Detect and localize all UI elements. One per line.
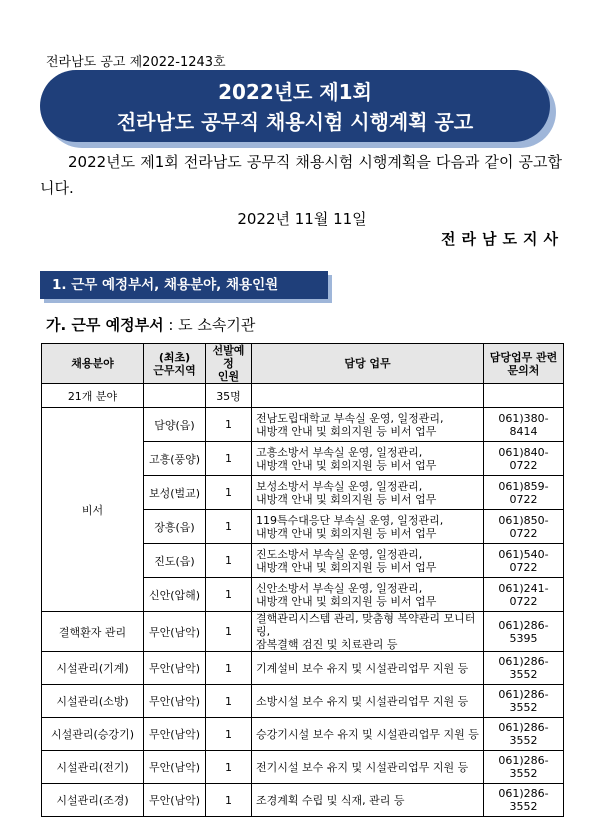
contact-cell: 061)850-0722 <box>484 510 564 544</box>
duty-cell: 전기시설 보수 유지 및 시설관리업무 지원 등 <box>252 751 484 784</box>
contact-cell: 061)241-0722 <box>484 578 564 612</box>
field-cell: 비서 <box>42 408 144 612</box>
table-row <box>42 685 564 718</box>
count-cell: 1 <box>206 510 252 544</box>
sub-heading-label: 가. 근무 예정부서 <box>46 316 164 334</box>
duty-cell: 전남도립대학교 부속실 운영, 일정관리, 내방객 안내 및 회의지원 등 비서 업무 <box>252 408 484 442</box>
table-row <box>42 408 564 442</box>
contact-cell: 061)859-0722 <box>484 476 564 510</box>
contact-cell: 061)540-0722 <box>484 544 564 578</box>
count-cell: 1 <box>206 544 252 578</box>
region-cell: 담양(읍) <box>144 408 206 442</box>
header-contact: 담당업무 관련 문의처 <box>484 344 564 384</box>
duty-cell: 119특수대응단 부속실 운영, 일정관리, 내방객 안내 및 회의지원 등 비서 업무 <box>252 510 484 544</box>
duty-cell: 기계설비 보수 유지 및 시설관리업무 지원 등 <box>252 652 484 685</box>
region-cell: 진도(읍) <box>144 544 206 578</box>
region-cell: 장흥(읍) <box>144 510 206 544</box>
table-row <box>42 652 564 685</box>
count-cell: 1 <box>206 442 252 476</box>
announcement-date: 2022년 11월 11일 <box>237 210 367 228</box>
field-cell: 시설관리(승강기) <box>42 718 144 751</box>
region-cell: 무안(남악) <box>144 652 206 685</box>
banner-title-line2: 전라남도 공무직 채용시험 시행계획 공고 <box>116 110 474 134</box>
signer: 전라남도지사 <box>441 230 564 248</box>
total-count: 35명 <box>206 384 252 408</box>
region-cell: 고흥(풍양) <box>144 442 206 476</box>
table-row <box>42 612 564 652</box>
contact-cell: 061)380-8414 <box>484 408 564 442</box>
notice-number: 전라남도 공고 제2022-1243호 <box>46 55 226 70</box>
recruitment-table <box>41 343 564 817</box>
total-region <box>144 384 206 408</box>
total-field: 21개 분야 <box>42 384 144 408</box>
count-cell: 1 <box>206 784 252 817</box>
intro-paragraph: 2022년도 제1회 전라남도 공무직 채용시험 시행계획을 다음과 같이 공고합니다. <box>40 153 562 197</box>
count-cell: 1 <box>206 408 252 442</box>
duty-cell: 결핵관리시스템 관리, 맞춤형 복약관리 모니터링, 잠복결핵 검진 및 치료관리 등 <box>252 612 484 652</box>
duty-cell: 보성소방서 부속실 운영, 일정관리, 내방객 안내 및 회의지원 등 비서 업무 <box>252 476 484 510</box>
region-cell: 무안(남악) <box>144 612 206 652</box>
count-cell: 1 <box>206 578 252 612</box>
count-cell: 1 <box>206 685 252 718</box>
table-row <box>42 751 564 784</box>
duty-cell: 조경계획 수립 및 식재, 관리 등 <box>252 784 484 817</box>
field-cell: 시설관리(소방) <box>42 685 144 718</box>
table-row <box>42 784 564 817</box>
contact-cell: 061)286-3552 <box>484 718 564 751</box>
header-field: 채용분야 <box>42 344 144 384</box>
contact-cell: 061)286-3552 <box>484 751 564 784</box>
field-cell: 시설관리(조경) <box>42 784 144 817</box>
duty-cell: 승강기시설 보수 유지 및 시설관리업무 지원 등 <box>252 718 484 751</box>
duty-cell: 소방시설 보수 유지 및 시설관리업무 지원 등 <box>252 685 484 718</box>
count-cell: 1 <box>206 652 252 685</box>
contact-cell: 061)840-0722 <box>484 442 564 476</box>
count-cell: 1 <box>206 718 252 751</box>
count-cell: 1 <box>206 751 252 784</box>
duty-cell: 신안소방서 부속실 운영, 일정관리, 내방객 안내 및 회의지원 등 비서 업무 <box>252 578 484 612</box>
region-cell: 무안(남악) <box>144 751 206 784</box>
field-cell: 결핵환자 관리 <box>42 612 144 652</box>
header-duty: 담당 업무 <box>252 344 484 384</box>
contact-cell: 061)286-3552 <box>484 685 564 718</box>
contact-cell: 061)286-3552 <box>484 652 564 685</box>
title-banner <box>40 70 550 142</box>
table-row <box>42 718 564 751</box>
contact-cell: 061)286-5395 <box>484 612 564 652</box>
sub-heading-value: : 도 소속기관 <box>163 316 256 334</box>
region-cell: 보성(벌교) <box>144 476 206 510</box>
duty-cell: 고흥소방서 부속실 운영, 일정관리, 내방객 안내 및 회의지원 등 비서 업무 <box>252 442 484 476</box>
total-contact <box>484 384 564 408</box>
total-row <box>42 384 564 408</box>
sub-heading <box>46 314 255 335</box>
duty-cell: 진도소방서 부속실 운영, 일정관리, 내방객 안내 및 회의지원 등 비서 업무 <box>252 544 484 578</box>
region-cell: 무안(남악) <box>144 784 206 817</box>
total-duty <box>252 384 484 408</box>
section-heading-1: 1. 근무 예정부서, 채용분야, 채용인원 <box>40 271 328 299</box>
header-region: (최초) 근무지역 <box>144 344 206 384</box>
contact-cell: 061)286-3552 <box>484 784 564 817</box>
header-count: 선발예정 인원 <box>206 344 252 384</box>
count-cell: 1 <box>206 612 252 652</box>
field-cell: 시설관리(전기) <box>42 751 144 784</box>
count-cell: 1 <box>206 476 252 510</box>
field-cell: 시설관리(기계) <box>42 652 144 685</box>
banner-title-line1: 2022년도 제1회 <box>218 80 372 104</box>
region-cell: 무안(남악) <box>144 685 206 718</box>
region-cell: 신안(압해) <box>144 578 206 612</box>
region-cell: 무안(남악) <box>144 718 206 751</box>
